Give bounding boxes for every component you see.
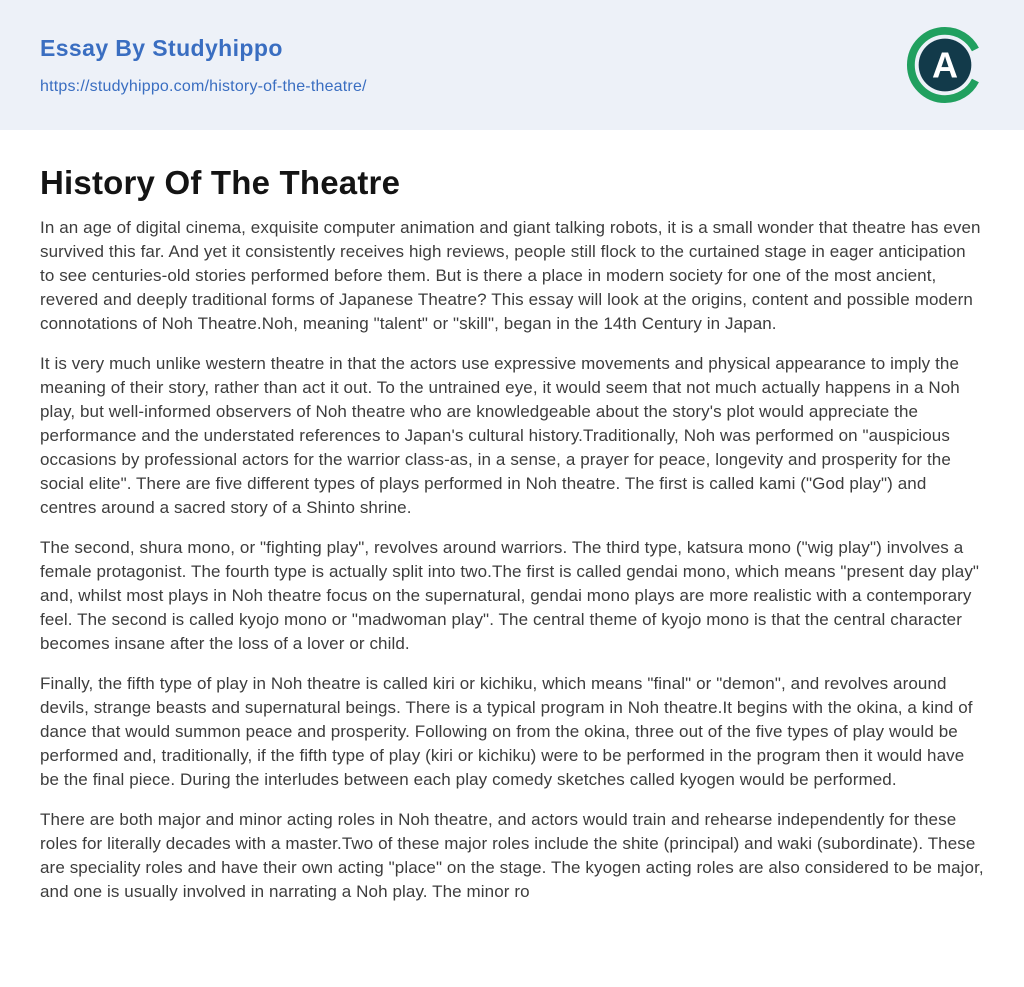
site-title: Essay By Studyhippo (40, 34, 283, 61)
essay-title: History Of The Theatre (40, 164, 401, 201)
source-url-link[interactable]: https://studyhippo.com/history-of-the-theatre/ (40, 77, 367, 95)
essay-paragraph-2: It is very much unlike western theatre in that the actors use expressive movements and physical appearance to imply the meaning of their story, rather than act it out. To the untrained eye, it would seem that not much actually happens in a Noh play, but well-informed observers of Noh theatre who are knowledgeable about the story's plot would appreciate the performance and the understated references to Japan's cultural history.Traditionally, Noh was performed on "auspicious occasions by professional actors for the warrior class-as, in a sense, a prayer for peace, longevity and prosperity for the social elite". There are five different types of plays performed in Noh theatre. The first is called kami ("God play") and centres around a sacred story of a Shinto shrine. (40, 354, 960, 517)
studyhippo-logo[interactable] (906, 26, 984, 104)
essay-paragraph-1: In an age of digital cinema, exquisite computer animation and giant talking robots, it is a small wonder that theatre has even survived this far. And yet it consistently receives high reviews, people still flock to the curtained stage in eager anticipation to see centuries-old stories performed before them. But is there a place in modern society for one of the most ancient, revered and deeply traditional forms of Japanese Theatre? This essay will look at the origins, content and possible modern connotations of Noh Theatre.Noh, meaning "talent" or "skill", began in the 14th Century in Japan. (40, 218, 981, 333)
logo-letter: A (931, 44, 959, 86)
studyhippo-logo-icon (906, 26, 984, 104)
site-header (0, 0, 1024, 130)
essay-paragraph-5: There are both major and minor acting roles in Noh theatre, and actors would train and rehearse independently for these roles for literally decades with a master.Two of these major roles include the shite (principal) and waki (subordinate). These are speciality roles and have their own acting "place" on the stage. The kyogen acting roles are also considered to be major, and one is usually involved in narrating a Noh play. The minor ro (40, 810, 984, 901)
essay-paragraph-4: Finally, the fifth type of play in Noh theatre is called kiri or kichiku, which means "final" or "demon", and revolves around devils, strange beasts and supernatural beings. There is a typical program in Noh theatre.It begins with the okina, a kind of dance that would summon peace and prosperity. Following on from the okina, three out of the five types of play would be performed and, traditionally, if the fifth type of play (kiri or kichiku) were to be performed in the program then it would have be the final piece. During the interludes between each play comedy sketches called kyogen would be performed. (40, 674, 973, 789)
essay-paragraph-3: The second, shura mono, or "fighting play", revolves around warriors. The third type, katsura mono ("wig play") involves a female protagonist. The fourth type is actually split into two.The first is called gendai mono, which means "present day play" and, whilst most plays in Noh theatre focus on the supernatural, gendai mono plays are more realistic with a contemporary feel. The second is called kyojo mono or "madwoman play". The central theme of kyojo mono is that the central character becomes insane after the loss of a lover or child. (40, 538, 980, 653)
essay-content (0, 130, 1024, 980)
header-text-block (40, 35, 367, 96)
